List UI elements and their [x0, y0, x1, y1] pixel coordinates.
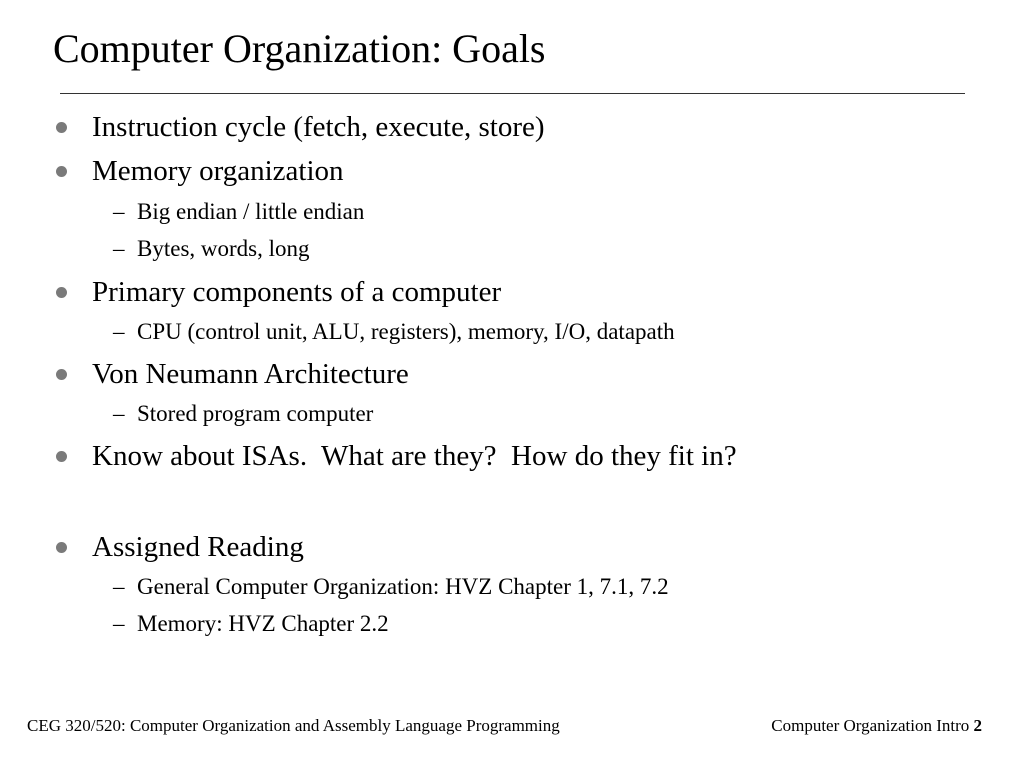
- bullet-item: [92, 531, 304, 563]
- dash-marker: –: [113, 236, 125, 261]
- bullet-dot-icon: [56, 451, 67, 462]
- bullet-text: Instruction cycle (fetch, execute, store): [92, 111, 545, 143]
- sub-bullet-item: [113, 574, 669, 600]
- bullet-text: Know about ISAs. What are they? How do they fit in?: [92, 440, 737, 472]
- sub-bullet-text: Memory: HVZ Chapter 2.2: [137, 611, 389, 636]
- sub-bullet-text: Bytes, words, long: [137, 236, 310, 261]
- dash-marker: –: [113, 574, 125, 599]
- bullet-text: Von Neumann Architecture: [92, 358, 409, 390]
- bullet-dot-icon: [56, 122, 67, 133]
- dash-marker: –: [113, 319, 125, 344]
- bullet-item: [92, 276, 501, 308]
- bullet-item: [92, 111, 545, 143]
- page-number: 2: [973, 716, 982, 735]
- bullet-text: Memory organization: [92, 155, 344, 187]
- dash-marker: –: [113, 611, 125, 636]
- bullet-dot-icon: [56, 287, 67, 298]
- sub-bullet-item: [113, 611, 389, 637]
- bullet-dot-icon: [56, 369, 67, 380]
- sub-bullet-item: [113, 236, 310, 262]
- footer-course: CEG 320/520: Computer Organization and Assembly Language Programming: [27, 716, 560, 735]
- sub-bullet-text: Stored program computer: [137, 401, 374, 426]
- sub-bullet-item: [113, 199, 365, 225]
- sub-bullet-text: General Computer Organization: HVZ Chapter 1, 7.1, 7.2: [137, 574, 669, 599]
- dash-marker: –: [113, 401, 125, 426]
- dash-marker: –: [113, 199, 125, 224]
- footer-section: [771, 716, 982, 736]
- sub-bullet-item: [113, 401, 374, 427]
- sub-bullet-text: CPU (control unit, ALU, registers), memory, I/O, datapath: [137, 319, 675, 344]
- title-divider: [60, 93, 965, 94]
- slide-title: Computer Organization: Goals: [53, 26, 546, 71]
- bullet-dot-icon: [56, 542, 67, 553]
- bullet-item: [92, 155, 344, 187]
- bullet-dot-icon: [56, 166, 67, 177]
- bullet-item: [92, 358, 409, 390]
- sub-bullet-item: [113, 319, 675, 345]
- sub-bullet-text: Big endian / little endian: [137, 199, 365, 224]
- footer-section-label: Computer Organization Intro: [771, 716, 970, 735]
- bullet-text: Primary components of a computer: [92, 276, 502, 308]
- bullet-item: [92, 440, 737, 472]
- bullet-text: Assigned Reading: [92, 531, 304, 563]
